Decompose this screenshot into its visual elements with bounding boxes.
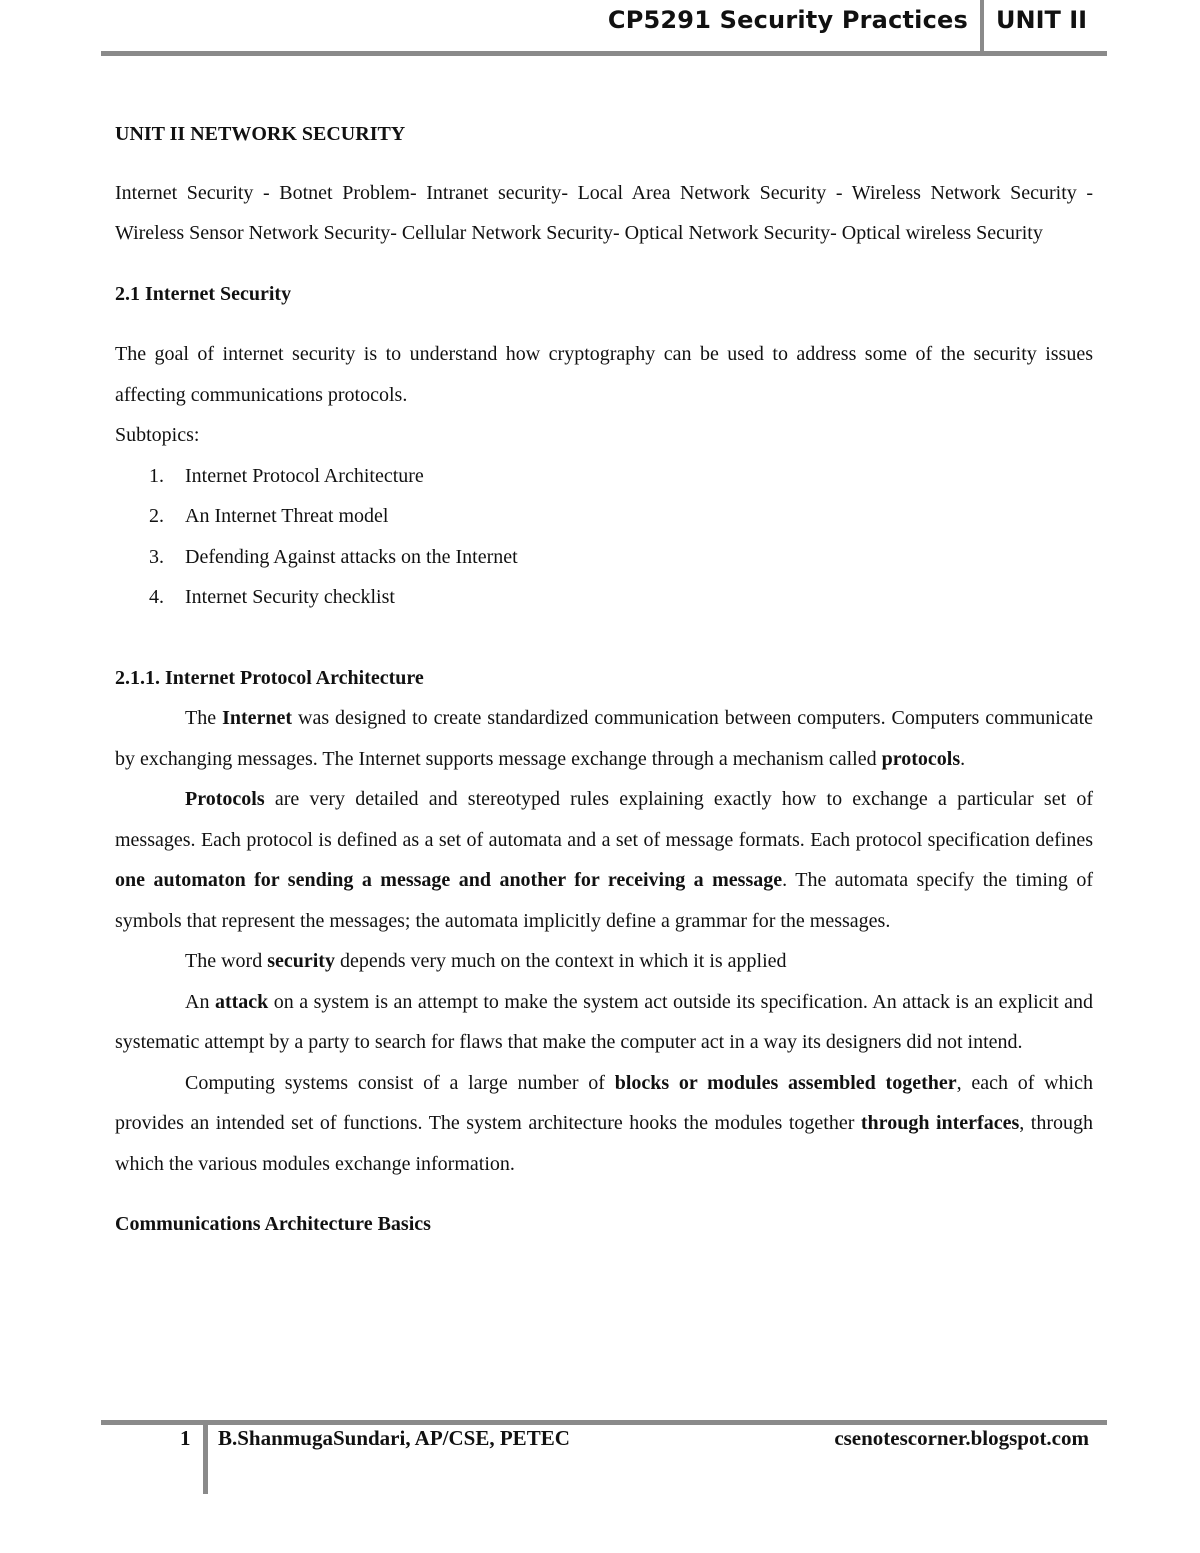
list-item [149, 537, 1093, 578]
header-separator [980, 0, 984, 52]
paragraph-security: The word security depends very much on the context in which it is applied [185, 950, 787, 972]
list-item-text: Internet Security checklist [185, 586, 395, 608]
spacer [115, 618, 1093, 658]
paragraph-internet: The Internet was designed to create standardized communication between computers. Computers communicate by exchanging messages. The Internet supports message exchange through a mechanism called protocols. [115, 707, 1094, 770]
subtopics-label: Subtopics: [115, 424, 200, 446]
header-rule [101, 51, 1107, 56]
bold-term: security [267, 950, 335, 972]
bold-term: one automaton for sending a message and another for receiving a message [115, 869, 783, 891]
course-title: CP5291 Security Practices [607, 6, 968, 34]
footer-author: B.ShanmugaSundari, AP/CSE, PETEC [218, 1426, 570, 1450]
list-item-text: An Internet Threat model [185, 505, 389, 527]
subtopics-list [115, 456, 1093, 618]
list-item [149, 496, 1093, 537]
page-number: 1 [180, 1426, 191, 1450]
paragraph-modules: Computing systems consist of a large number of blocks or modules assembled together, each of which provides an intended set of functions. The system architecture hooks the modules together through interfaces, through which the various modules exchange information. [115, 1071, 1093, 1175]
unit-label: UNIT II [996, 6, 1088, 34]
bold-term: Internet [222, 707, 293, 729]
bold-term: attack [214, 990, 269, 1013]
syllabus-text: Internet Security - Botnet Problem- Intranet security- Local Area Network Security - Wireless Network Security - Wireless Sensor Network Security- Cellular Network Security- Optical Network Security- Optical wireless Security [115, 181, 1093, 244]
list-number: 2. [149, 505, 164, 527]
bold-term: Protocols [185, 788, 265, 810]
list-item [149, 456, 1093, 497]
section-heading-2-1: 2.1 Internet Security [115, 282, 292, 305]
list-number: 4. [149, 586, 164, 608]
footer-website: csenotescorner.blogspot.com [834, 1426, 1089, 1450]
paragraph-protocols: Protocols are very detailed and stereotyped rules explaining exactly how to exchange a particular set of messages. Each protocol is defined as a set of automata and a set of message formats. Each protocol specification defines one automaton for sending a message and another for receiving a message. The automata specify the timing of symbols that represent the messages; the automata implicitly define a grammar for the messages. [115, 788, 1093, 932]
list-item [149, 577, 1093, 618]
list-item-text: Defending Against attacks on the Internet [185, 545, 518, 568]
list-number: 1. [149, 464, 164, 487]
paragraph-attack: An attack on a system is an attempt to make the system act outside its specification. An attack is an explicit and systematic attempt by a party to search for flaws that make the computer act in a way its designers did not intend. [115, 990, 1093, 1053]
bold-term: protocols [881, 747, 961, 770]
bold-term: blocks or modules assembled together [614, 1071, 957, 1094]
bold-term: through interfaces [860, 1112, 1020, 1134]
page-content [115, 114, 1093, 1245]
communications-heading: Communications Architecture Basics [115, 1213, 431, 1235]
section-2-1-intro: The goal of internet security is to understand how cryptography can be used to address some of the security issues affecting communications protocols. [115, 343, 1093, 406]
unit-heading: UNIT II NETWORK SECURITY [115, 123, 406, 145]
footer-rule [101, 1420, 1107, 1425]
section-heading-2-1-1: 2.1.1. Internet Protocol Architecture [115, 666, 424, 689]
footer-separator [203, 1424, 208, 1494]
list-item-text: Internet Protocol Architecture [185, 464, 424, 487]
list-number: 3. [149, 545, 164, 568]
